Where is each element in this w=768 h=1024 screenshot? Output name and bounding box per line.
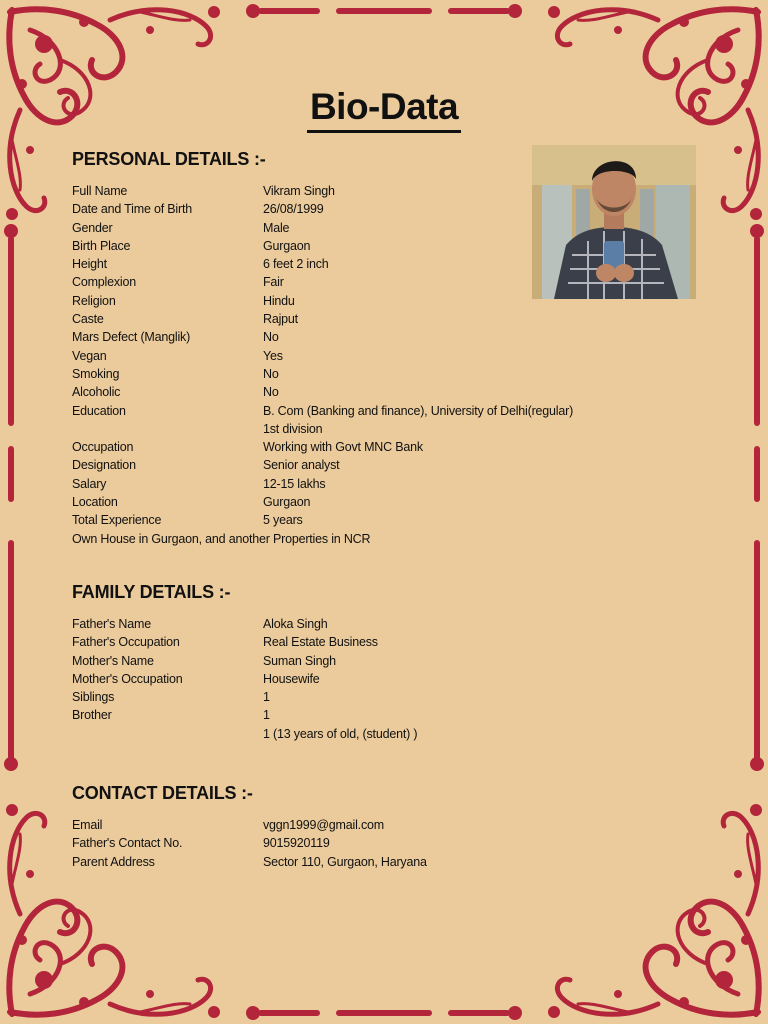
field-value: Senior analyst <box>263 458 340 473</box>
field-value: Housewife <box>263 671 320 686</box>
list-item <box>72 402 573 439</box>
field-value: 12-15 lakhs <box>263 476 326 491</box>
field-label: Religion <box>72 293 116 308</box>
field-label: Location <box>72 495 118 510</box>
contact-details-list <box>72 816 427 871</box>
list-item <box>72 328 573 346</box>
list-item <box>72 511 573 529</box>
field-value: Suman Singh <box>263 653 336 668</box>
field-label: Full Name <box>72 184 128 198</box>
list-item <box>72 200 573 218</box>
list-item <box>72 292 573 310</box>
list-item <box>72 365 573 383</box>
field-label: Salary <box>72 476 107 491</box>
field-label: Occupation <box>72 440 134 455</box>
field-value: Male <box>263 220 290 235</box>
list-item <box>72 493 573 511</box>
field-value: Gurgaon <box>263 495 311 510</box>
field-value: Working with Govt MNC Bank <box>263 440 423 455</box>
field-label: Email <box>72 818 103 832</box>
field-value: No <box>263 330 279 345</box>
field-value: Rajput <box>263 312 298 327</box>
list-item <box>72 615 417 633</box>
list-item <box>72 237 573 255</box>
field-value: 1 <box>263 690 270 705</box>
list-item <box>72 670 417 688</box>
field-label: Parent Address <box>72 854 155 869</box>
field-value: B. Com (Banking and finance), University of Delhi(regular) 1st division <box>263 403 574 436</box>
field-value: 5 years <box>263 513 303 528</box>
list-item <box>72 347 573 365</box>
field-value: No <box>263 366 279 381</box>
field-label: Siblings <box>72 690 115 705</box>
field-label: Father's Occupation <box>72 635 180 650</box>
list-item <box>72 310 573 328</box>
field-label: Father's Name <box>72 617 151 631</box>
field-value: No <box>263 385 279 400</box>
family-details-heading: FAMILY DETAILS :- <box>72 582 231 602</box>
field-value: Gurgaon <box>263 238 311 253</box>
list-item <box>72 652 417 670</box>
field-label: Mother's Occupation <box>72 671 183 686</box>
field-label: Mars Defect (Manglik) <box>72 330 191 345</box>
contact-details-heading: CONTACT DETAILS :- <box>72 783 253 803</box>
field-label: Complexion <box>72 275 137 290</box>
list-item <box>72 255 573 273</box>
address-value: Sector 110, Gurgaon, Haryana <box>263 854 427 869</box>
field-label: Total Experience <box>72 513 162 528</box>
property-note: Own House in Gurgaon, and another Properties in NCR <box>72 531 371 546</box>
phone-value: 9015920119 <box>263 836 330 851</box>
field-value: Fair <box>263 275 284 290</box>
title-underline <box>307 130 461 133</box>
personal-details-list <box>72 182 573 548</box>
list-item <box>72 706 417 724</box>
list-item <box>72 456 573 474</box>
list-item <box>72 688 417 706</box>
sibling-detail: 1 (13 years of old, (student) ) <box>263 726 418 741</box>
field-label: Education <box>72 403 126 418</box>
list-item <box>72 834 427 852</box>
list-item <box>72 725 417 743</box>
field-value: Yes <box>263 348 283 363</box>
email-value: vggn1999@gmail.com <box>263 818 384 832</box>
family-details-list <box>72 615 417 743</box>
field-label: Alcoholic <box>72 385 121 400</box>
field-label: Gender <box>72 220 113 235</box>
field-label: Designation <box>72 458 136 473</box>
field-value: Real Estate Business <box>263 635 378 650</box>
list-item <box>72 816 427 834</box>
list-item <box>72 475 573 493</box>
page-title: Bio-Data <box>309 86 459 127</box>
list-item <box>72 633 417 651</box>
field-label: Height <box>72 257 107 272</box>
list-item <box>72 219 573 237</box>
personal-details-heading: PERSONAL DETAILS :- <box>72 149 266 169</box>
list-item <box>72 383 573 401</box>
field-label: Smoking <box>72 366 120 381</box>
field-value: Vikram Singh <box>263 184 335 198</box>
field-label: Birth Place <box>72 238 131 253</box>
field-label: Mother's Name <box>72 653 154 668</box>
field-label: Caste <box>72 312 104 327</box>
field-value: Hindu <box>263 293 295 308</box>
field-value: 1 <box>263 708 270 723</box>
field-value: Aloka Singh <box>263 617 328 631</box>
field-label: Date and Time of Birth <box>72 202 192 217</box>
list-item <box>72 273 573 291</box>
field-label: Vegan <box>72 348 107 363</box>
field-label: Father's Contact No. <box>72 836 183 851</box>
field-label: Brother <box>72 708 112 723</box>
list-item <box>72 853 427 871</box>
list-item <box>72 530 573 548</box>
field-value: 6 feet 2 inch <box>263 257 329 272</box>
list-item <box>72 182 573 200</box>
list-item <box>72 438 573 456</box>
field-value: 26/08/1999 <box>263 202 324 217</box>
